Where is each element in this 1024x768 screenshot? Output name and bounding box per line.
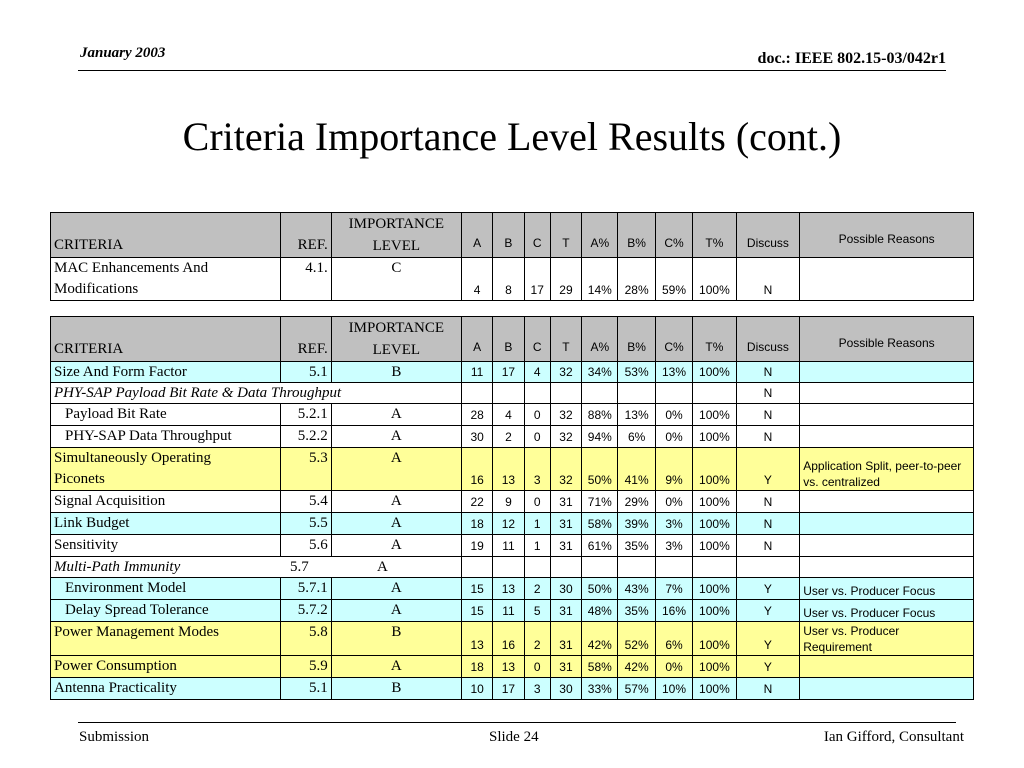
b-pct-cell: 13% xyxy=(618,404,655,426)
c-pct-cell: 59% xyxy=(655,258,692,301)
b-cell: 2 xyxy=(493,426,524,448)
criteria-cell xyxy=(51,258,281,301)
t-pct-cell: 100% xyxy=(693,622,736,656)
b-cell: 17 xyxy=(493,362,524,383)
table-row xyxy=(51,362,974,383)
c-cell xyxy=(524,383,550,404)
c-cell: 0 xyxy=(524,426,550,448)
a-cell: 19 xyxy=(461,535,492,557)
discuss-cell: N xyxy=(736,383,800,404)
level-cell: A xyxy=(331,513,461,535)
table-row xyxy=(51,535,974,557)
col-c: C xyxy=(524,213,550,258)
t-cell: 32 xyxy=(550,362,581,383)
col-a-pct: A% xyxy=(582,213,618,258)
col-a: A xyxy=(461,213,492,258)
table-row xyxy=(51,258,974,301)
c-pct-cell: 6% xyxy=(655,622,692,656)
t-cell: 31 xyxy=(550,513,581,535)
a-pct-cell: 88% xyxy=(582,404,618,426)
a-cell: 11 xyxy=(461,362,492,383)
criteria-cell: Link Budget xyxy=(51,513,281,535)
col-reasons: Possible Reasons xyxy=(800,213,974,258)
c-pct-cell: 16% xyxy=(655,600,692,622)
c-pct-cell: 10% xyxy=(655,678,692,700)
col-discuss: Discuss xyxy=(736,213,800,258)
table-row xyxy=(51,426,974,448)
t-pct-cell: 100% xyxy=(693,656,736,678)
b-pct-cell: 52% xyxy=(618,622,655,656)
t-pct-cell: 100% xyxy=(693,513,736,535)
c-cell: 3 xyxy=(524,448,550,491)
level-cell: A xyxy=(331,404,461,426)
reasons-cell xyxy=(800,426,974,448)
footer-divider xyxy=(78,722,956,723)
b-cell: 9 xyxy=(493,491,524,513)
t-pct-cell xyxy=(693,383,736,404)
b-pct-cell: 35% xyxy=(618,535,655,557)
c-pct-cell: 0% xyxy=(655,404,692,426)
discuss-cell: N xyxy=(736,513,800,535)
criteria-line1: Simultaneously Operating xyxy=(54,450,212,466)
reasons-cell: User vs. Producer Focus xyxy=(800,578,974,600)
a-pct-cell: 58% xyxy=(582,656,618,678)
table-row xyxy=(51,622,974,656)
criteria-cell: Environment Model xyxy=(51,578,281,600)
reasons-cell xyxy=(800,513,974,535)
b-pct-cell: 35% xyxy=(618,600,655,622)
header-doc-id: doc.: IEEE 802.15-03/042r1 xyxy=(757,50,946,67)
reasons-cell xyxy=(800,383,974,404)
a-pct-cell: 50% xyxy=(582,578,618,600)
reasons-cell: User vs. Producer Focus xyxy=(800,600,974,622)
b-pct-cell: 28% xyxy=(618,258,655,301)
criteria-cell: Antenna Practicality xyxy=(51,678,281,700)
t-pct-cell: 100% xyxy=(693,578,736,600)
table-row xyxy=(51,404,974,426)
t-pct-cell xyxy=(693,557,736,578)
b-cell: 11 xyxy=(493,535,524,557)
footer-submission: Submission xyxy=(79,729,150,745)
reasons-cell xyxy=(800,258,974,301)
c-cell: 2 xyxy=(524,622,550,656)
col-importance xyxy=(331,317,461,362)
c-pct-cell: 3% xyxy=(655,535,692,557)
table-row xyxy=(51,600,974,622)
col-b: B xyxy=(493,213,524,258)
col-importance-line1: IMPORTANCE xyxy=(348,320,445,336)
t-cell xyxy=(550,557,581,578)
discuss-cell: N xyxy=(736,258,800,301)
t-cell: 31 xyxy=(550,491,581,513)
group-level: A xyxy=(377,559,388,575)
a-pct-cell: 33% xyxy=(582,678,618,700)
col-t: T xyxy=(550,317,581,362)
a-pct-cell: 34% xyxy=(582,362,618,383)
header-divider xyxy=(78,70,946,71)
t-cell: 31 xyxy=(550,656,581,678)
t-cell: 30 xyxy=(550,578,581,600)
reasons-cell xyxy=(800,404,974,426)
criteria-line2: Modifications xyxy=(54,281,139,297)
footer-slide-number: Slide 24 xyxy=(489,729,539,745)
col-c: C xyxy=(524,317,550,362)
group-label: Multi-Path Immunity xyxy=(54,559,181,575)
group-ref: 5.7 xyxy=(290,559,309,575)
criteria-cell: Delay Spread Tolerance xyxy=(51,600,281,622)
discuss-cell: N xyxy=(736,491,800,513)
a-pct-cell: 61% xyxy=(582,535,618,557)
c-cell: 17 xyxy=(524,258,550,301)
c-cell: 0 xyxy=(524,656,550,678)
col-t: T xyxy=(550,213,581,258)
c-cell: 0 xyxy=(524,404,550,426)
a-pct-cell: 42% xyxy=(582,622,618,656)
b-cell: 12 xyxy=(493,513,524,535)
t-pct-cell: 100% xyxy=(693,678,736,700)
b-pct-cell: 41% xyxy=(618,448,655,491)
criteria-cell: Power Consumption xyxy=(51,656,281,678)
table-row xyxy=(51,491,974,513)
t-pct-cell: 100% xyxy=(693,491,736,513)
b-cell xyxy=(493,557,524,578)
level-cell: C xyxy=(331,258,461,301)
criteria-group-cell: PHY-SAP Payload Bit Rate & Data Throughput xyxy=(51,383,462,404)
level-cell: A xyxy=(331,578,461,600)
reasons-cell xyxy=(800,678,974,700)
level-cell: A xyxy=(331,535,461,557)
level-cell: B xyxy=(331,678,461,700)
table-header-row xyxy=(51,213,974,258)
col-discuss: Discuss xyxy=(736,317,800,362)
table-row xyxy=(51,448,974,491)
a-pct-cell: 71% xyxy=(582,491,618,513)
t-pct-cell: 100% xyxy=(693,600,736,622)
t-pct-cell: 100% xyxy=(693,448,736,491)
a-cell: 13 xyxy=(461,622,492,656)
a-cell: 15 xyxy=(461,578,492,600)
c-pct-cell: 7% xyxy=(655,578,692,600)
discuss-cell: N xyxy=(736,362,800,383)
t-cell: 32 xyxy=(550,404,581,426)
b-pct-cell: 42% xyxy=(618,656,655,678)
t-cell: 31 xyxy=(550,535,581,557)
t-cell: 30 xyxy=(550,678,581,700)
t-cell: 32 xyxy=(550,426,581,448)
discuss-cell: Y xyxy=(736,600,800,622)
level-cell: A xyxy=(331,656,461,678)
criteria-cell: Payload Bit Rate xyxy=(51,404,281,426)
discuss-cell: Y xyxy=(736,622,800,656)
criteria-group-cell xyxy=(51,557,462,578)
table-row xyxy=(51,513,974,535)
col-importance-line2: LEVEL xyxy=(372,342,421,358)
reasons-cell xyxy=(800,535,974,557)
col-importance-line1: IMPORTANCE xyxy=(348,216,445,232)
phy-criteria-table xyxy=(50,316,974,700)
table-header-row xyxy=(51,317,974,362)
col-criteria: CRITERIA xyxy=(51,213,281,258)
discuss-cell: Y xyxy=(736,656,800,678)
header-date: January 2003 xyxy=(80,45,166,61)
t-pct-cell: 100% xyxy=(693,362,736,383)
b-pct-cell: 43% xyxy=(618,578,655,600)
b-cell: 4 xyxy=(493,404,524,426)
a-pct-cell xyxy=(582,557,618,578)
b-cell: 16 xyxy=(493,622,524,656)
ref-cell: 4.1. xyxy=(281,258,331,301)
c-pct-cell: 9% xyxy=(655,448,692,491)
ref-cell: 5.3 xyxy=(281,448,331,491)
level-cell: A xyxy=(331,426,461,448)
b-pct-cell xyxy=(618,557,655,578)
a-cell xyxy=(461,383,492,404)
t-cell: 29 xyxy=(550,258,581,301)
c-cell: 4 xyxy=(524,362,550,383)
a-cell: 28 xyxy=(461,404,492,426)
ref-cell: 5.2.1 xyxy=(281,404,331,426)
a-pct-cell: 14% xyxy=(582,258,618,301)
table-row xyxy=(51,656,974,678)
a-cell: 15 xyxy=(461,600,492,622)
criteria-cell: Power Management Modes xyxy=(51,622,281,656)
c-pct-cell: 0% xyxy=(655,426,692,448)
c-cell: 5 xyxy=(524,600,550,622)
col-importance-line2: LEVEL xyxy=(372,238,421,254)
col-importance xyxy=(331,213,461,258)
level-cell: A xyxy=(331,448,461,491)
footer-author: Ian Gifford, Consultant xyxy=(823,729,964,745)
discuss-cell xyxy=(736,557,800,578)
col-t-pct: T% xyxy=(693,213,736,258)
col-c-pct: C% xyxy=(655,317,692,362)
reasons-cell xyxy=(800,557,974,578)
t-pct-cell: 100% xyxy=(693,404,736,426)
level-cell: A xyxy=(331,600,461,622)
b-cell: 13 xyxy=(493,656,524,678)
b-pct-cell xyxy=(618,383,655,404)
c-cell: 1 xyxy=(524,513,550,535)
c-pct-cell xyxy=(655,557,692,578)
ref-cell: 5.4 xyxy=(281,491,331,513)
c-pct-cell xyxy=(655,383,692,404)
a-pct-cell: 58% xyxy=(582,513,618,535)
level-cell: A xyxy=(331,491,461,513)
c-cell: 0 xyxy=(524,491,550,513)
a-cell: 10 xyxy=(461,678,492,700)
b-pct-cell: 29% xyxy=(618,491,655,513)
discuss-cell: N xyxy=(736,678,800,700)
ref-cell: 5.5 xyxy=(281,513,331,535)
reasons-cell: User vs. Producer Requirement xyxy=(800,622,974,656)
ref-cell: 5.1 xyxy=(281,362,331,383)
a-cell: 22 xyxy=(461,491,492,513)
ref-cell: 5.6 xyxy=(281,535,331,557)
criteria-cell: Size And Form Factor xyxy=(51,362,281,383)
reasons-cell xyxy=(800,491,974,513)
ref-cell: 5.9 xyxy=(281,656,331,678)
a-cell xyxy=(461,557,492,578)
t-cell: 31 xyxy=(550,600,581,622)
criteria-cell: Sensitivity xyxy=(51,535,281,557)
a-cell: 18 xyxy=(461,513,492,535)
a-pct-cell: 48% xyxy=(582,600,618,622)
c-pct-cell: 0% xyxy=(655,656,692,678)
a-pct-cell: 50% xyxy=(582,448,618,491)
reasons-cell: Application Split, peer-to-peer vs. centralized xyxy=(800,448,974,491)
c-cell: 2 xyxy=(524,578,550,600)
t-pct-cell: 100% xyxy=(693,535,736,557)
col-b-pct: B% xyxy=(618,213,655,258)
t-cell: 31 xyxy=(550,622,581,656)
table-row xyxy=(51,578,974,600)
col-t-pct: T% xyxy=(693,317,736,362)
b-cell: 13 xyxy=(493,448,524,491)
ref-cell: 5.7.1 xyxy=(281,578,331,600)
a-cell: 30 xyxy=(461,426,492,448)
b-pct-cell: 57% xyxy=(618,678,655,700)
t-cell xyxy=(550,383,581,404)
col-criteria: CRITERIA xyxy=(51,317,281,362)
c-cell: 3 xyxy=(524,678,550,700)
slide-title: Criteria Importance Level Results (cont.) xyxy=(182,114,842,159)
col-c-pct: C% xyxy=(655,213,692,258)
ref-cell: 5.2.2 xyxy=(281,426,331,448)
a-cell: 4 xyxy=(461,258,492,301)
level-cell: B xyxy=(331,622,461,656)
col-reasons: Possible Reasons xyxy=(800,317,974,362)
criteria-cell: Signal Acquisition xyxy=(51,491,281,513)
discuss-cell: N xyxy=(736,535,800,557)
b-pct-cell: 39% xyxy=(618,513,655,535)
c-cell: 1 xyxy=(524,535,550,557)
t-cell: 32 xyxy=(550,448,581,491)
discuss-cell: Y xyxy=(736,448,800,491)
t-pct-cell: 100% xyxy=(693,426,736,448)
b-pct-cell: 53% xyxy=(618,362,655,383)
b-pct-cell: 6% xyxy=(618,426,655,448)
criteria-line2: Piconets xyxy=(54,471,105,487)
col-ref: REF. xyxy=(281,317,331,362)
col-a-pct: A% xyxy=(582,317,618,362)
col-b: B xyxy=(493,317,524,362)
col-b-pct: B% xyxy=(618,317,655,362)
discuss-cell: Y xyxy=(736,578,800,600)
ref-cell: 5.7.2 xyxy=(281,600,331,622)
table-row xyxy=(51,557,974,578)
b-cell: 17 xyxy=(493,678,524,700)
a-cell: 16 xyxy=(461,448,492,491)
criteria-cell xyxy=(51,448,281,491)
reasons-cell xyxy=(800,362,974,383)
c-pct-cell: 0% xyxy=(655,491,692,513)
criteria-cell: PHY-SAP Data Throughput xyxy=(51,426,281,448)
level-cell: B xyxy=(331,362,461,383)
c-cell xyxy=(524,557,550,578)
a-cell: 18 xyxy=(461,656,492,678)
b-cell: 8 xyxy=(493,258,524,301)
a-pct-cell xyxy=(582,383,618,404)
b-cell xyxy=(493,383,524,404)
reasons-cell xyxy=(800,656,974,678)
a-pct-cell: 94% xyxy=(582,426,618,448)
discuss-cell: N xyxy=(736,426,800,448)
b-cell: 13 xyxy=(493,578,524,600)
ref-cell: 5.1 xyxy=(281,678,331,700)
discuss-cell: N xyxy=(736,404,800,426)
table-row xyxy=(51,383,974,404)
c-pct-cell: 13% xyxy=(655,362,692,383)
b-cell: 11 xyxy=(493,600,524,622)
criteria-line1: MAC Enhancements And xyxy=(54,260,209,276)
col-ref: REF. xyxy=(281,213,331,258)
table-row xyxy=(51,678,974,700)
ref-cell: 5.8 xyxy=(281,622,331,656)
mac-criteria-table xyxy=(50,212,974,301)
t-pct-cell: 100% xyxy=(693,258,736,301)
col-a: A xyxy=(461,317,492,362)
c-pct-cell: 3% xyxy=(655,513,692,535)
